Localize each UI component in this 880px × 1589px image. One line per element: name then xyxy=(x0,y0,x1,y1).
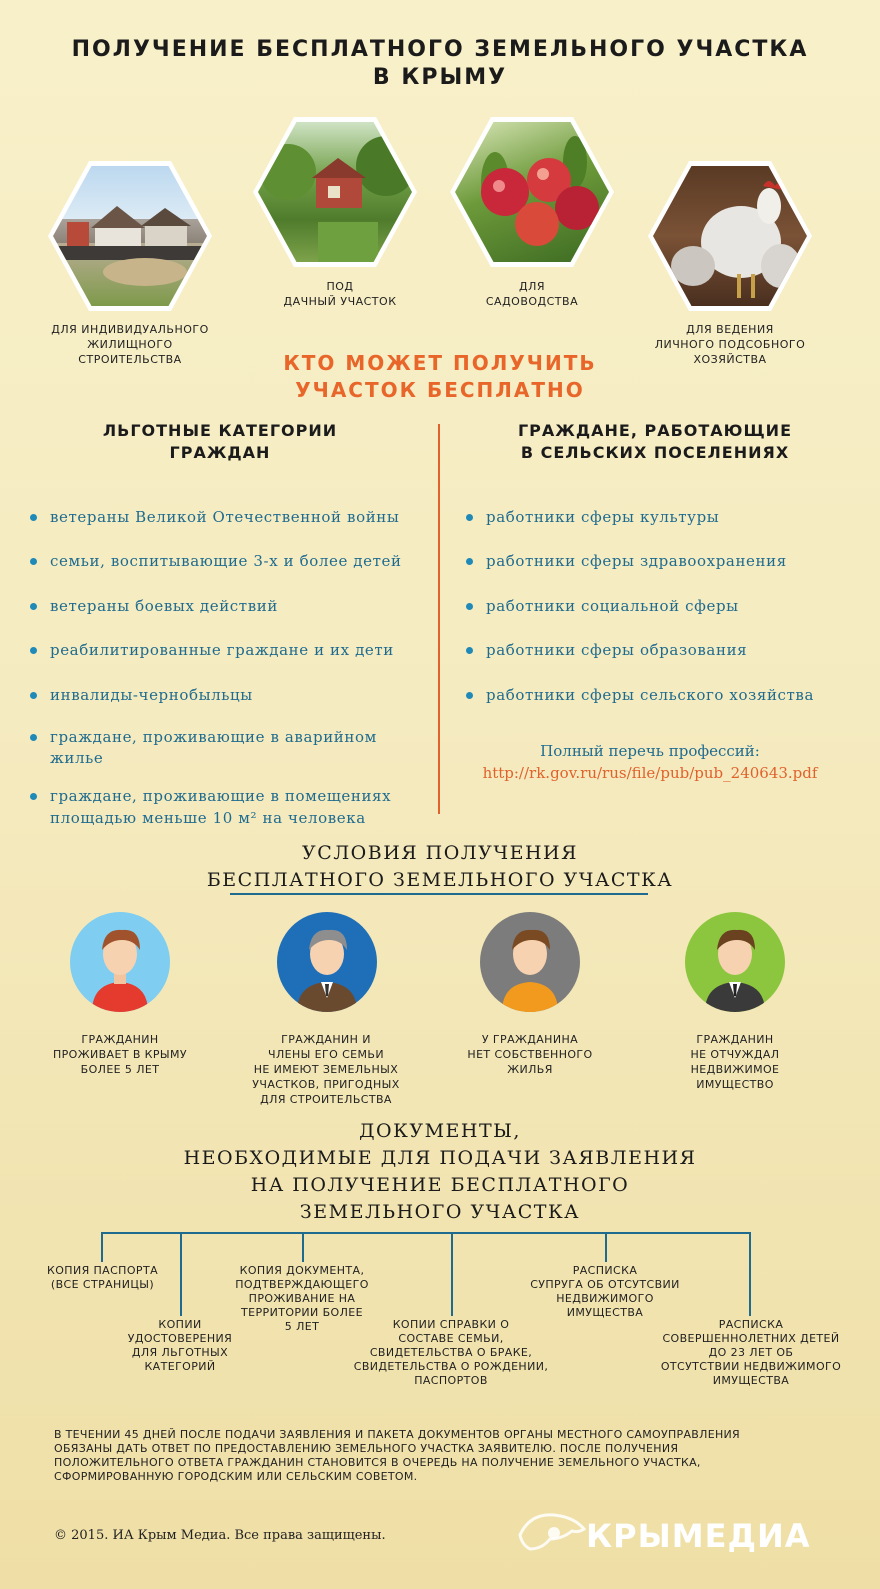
avatar-person-4 xyxy=(685,912,785,1012)
condition-caption-1 xyxy=(40,1032,200,1077)
conditions-underline xyxy=(230,893,648,895)
note-line: СФОРМИРОВАННУЮ ГОРОДСКИМ ИЛИ СЕЛЬСКИМ СОВЕТОМ. xyxy=(54,1470,418,1483)
heading-line: ГРАЖДАН xyxy=(169,443,271,462)
purpose-caption-garden xyxy=(432,279,632,309)
note-line: В ТЕЧЕНИИ 45 ДНЕЙ ПОСЛЕ ПОДАЧИ ЗАЯВЛЕНИЯ И ПАКЕТА ДОКУМЕНТОВ ОРГАНЫ МЕСТНОГО САМОУПРАВЛЕНИЯ xyxy=(54,1428,740,1441)
caption-line: ПАСПОРТОВ xyxy=(414,1374,488,1387)
documents-tree-branch xyxy=(605,1232,607,1262)
documents-tree-branch xyxy=(749,1232,751,1316)
caption-line: ИМУЩЕСТВА xyxy=(566,1306,644,1319)
list-item: работники социальной сферы xyxy=(466,596,739,616)
list-item: граждане, проживающие в аварийном xyxy=(30,727,377,747)
who-line-2: УЧАСТОК БЕСПЛАТНО xyxy=(295,378,585,402)
document-caption-family xyxy=(340,1318,562,1388)
caption-line: СУПРУГА ОБ ОТСУТСВИИ xyxy=(530,1278,680,1291)
caption-line: РАСПИСКА xyxy=(572,1264,638,1277)
conditions-title xyxy=(0,840,880,894)
caption-line: ДЛЯ ИНДИВИДУАЛЬНОГО xyxy=(51,323,209,336)
caption-line: САДОВОДСТВА xyxy=(485,295,579,308)
avatar-person-3 xyxy=(480,912,580,1012)
documents-tree-branch xyxy=(451,1232,453,1316)
heading-line: В СЕЛЬСКИХ ПОСЕЛЕНИЯХ xyxy=(520,443,790,462)
caption-line: УЧАСТКОВ, ПРИГОДНЫХ xyxy=(252,1078,400,1091)
documents-title-line: ЗЕМЕЛЬНОГО УЧАСТКА xyxy=(299,1201,581,1223)
caption-line: 5 ЛЕТ xyxy=(284,1320,320,1333)
condition-caption-2 xyxy=(236,1032,416,1107)
brand-wordmark: КРЫМЕДИА xyxy=(586,1517,811,1555)
caption-line: БОЛЕЕ 5 ЛЕТ xyxy=(80,1063,160,1076)
caption-line: ДАЧНЫЙ УЧАСТОК xyxy=(283,295,397,308)
caption-line: РАСПИСКА xyxy=(718,1318,784,1331)
right-column-heading xyxy=(470,420,840,464)
heading-line: ЛЬГОТНЫЕ КАТЕГОРИИ xyxy=(102,421,338,440)
copyright-text: © 2015. ИА Крым Медиа. Все права защищены. xyxy=(54,1528,386,1543)
list-item: работники сферы образования xyxy=(466,640,747,660)
caption-line: СОСТАВЕ СЕМЬИ, xyxy=(398,1332,504,1345)
condition-caption-4 xyxy=(655,1032,815,1092)
list-item-continuation: жилье xyxy=(50,749,104,767)
caption-line: СТРОИТЕЛЬСТВА xyxy=(78,353,182,366)
caption-line: НЕДВИЖИМОГО xyxy=(556,1292,654,1305)
caption-line: НЕТ СОБСТВЕННОГО xyxy=(467,1048,593,1061)
caption-line: ЛИЧНОГО ПОДСОБНОГО xyxy=(654,338,806,351)
note-line: ОБЯЗАНЫ ДАТЬ ОТВЕТ ПО ПРЕДОСТАВЛЕНИЮ ЗЕМЕЛЬНОГО УЧАСТКА ЗАЯВИТЕЛЮ. ПОСЛЕ ПОЛУЧЕНИЯ xyxy=(54,1442,679,1455)
caption-line: ГРАЖДАНИН И xyxy=(281,1033,371,1046)
documents-title-line: НЕОБХОДИМЫЕ ДЛЯ ПОДАЧИ ЗАЯВЛЕНИЯ xyxy=(183,1147,697,1169)
list-item: граждане, проживающие в помещениях xyxy=(30,786,391,806)
caption-line: КАТЕГОРИЙ xyxy=(144,1360,216,1373)
document-caption-passport xyxy=(30,1264,175,1292)
caption-line: ИМУЩЕСТВО xyxy=(696,1078,774,1091)
list-item: работники сферы культуры xyxy=(466,507,719,527)
list-item: реабилитированные граждане и их дети xyxy=(30,640,394,660)
crimea-map-icon xyxy=(514,1505,594,1569)
left-column-heading xyxy=(50,420,390,464)
heading-line: ГРАЖДАНЕ, РАБОТАЮЩИЕ xyxy=(517,421,792,440)
caption-line: ИМУЩЕСТВА xyxy=(712,1374,790,1387)
caption-line: КОПИЯ ДОКУМЕНТА, xyxy=(239,1264,365,1277)
documents-title-line: ДОКУМЕНТЫ, xyxy=(359,1120,521,1142)
caption-line: ТЕРРИТОРИИ БОЛЕЕ xyxy=(241,1306,363,1319)
full-list-link[interactable]: http://rk.gov.ru/rus/file/pub/pub_240643.pdf xyxy=(482,764,818,782)
list-item: ветераны Великой Отечественной войны xyxy=(30,507,399,527)
caption-line: ПОДТВЕРЖДАЮЩЕГО xyxy=(235,1278,369,1291)
dacha-photo xyxy=(253,117,417,267)
avatar-person-2 xyxy=(277,912,377,1012)
list-item: инвалиды-чернобыльцы xyxy=(30,685,253,705)
caption-line: ГРАЖДАНИН xyxy=(81,1033,159,1046)
caption-line: ПРОЖИВАНИЕ НА xyxy=(248,1292,356,1305)
note-line: ПОЛОЖИТЕЛЬНОГО ОТВЕТА ГРАЖДАНИН СТАНОВИТСЯ В ОЧЕРЕДЬ НА ПОЛУЧЕНИЕ ЗЕМЕЛЬНОГО УЧАСТКА, xyxy=(54,1456,701,1469)
column-divider xyxy=(438,424,440,814)
document-caption-children xyxy=(648,1318,854,1388)
caption-line: СОВЕРШЕННОЛЕТНИХ ДЕТЕЙ xyxy=(662,1332,840,1345)
caption-line: КОПИЯ ПАСПОРТА xyxy=(47,1264,158,1277)
list-item-continuation: площадью меньше 10 м² на человека xyxy=(50,809,366,827)
caption-line: СВИДЕТЕЛЬСТВА О РОЖДЕНИИ, xyxy=(353,1360,549,1373)
caption-line: ОТСУТСТВИИ НЕДВИЖИМОГО xyxy=(660,1360,842,1373)
caption-line: СВИДЕТЕЛЬСТВА О БРАКЕ, xyxy=(369,1346,533,1359)
caption-line: КОПИИ СПРАВКИ О xyxy=(392,1318,510,1331)
caption-line: ДЛЯ СТРОИТЕЛЬСТВА xyxy=(260,1093,392,1106)
caption-line: ЖИЛИЩНОГО xyxy=(87,338,173,351)
caption-line: ДЛЯ ЛЬГОТНЫХ xyxy=(131,1346,229,1359)
list-item: работники сферы сельского хозяйства xyxy=(466,685,814,705)
title-line-1: ПОЛУЧЕНИЕ БЕСПЛАТНОГО ЗЕМЕЛЬНОГО УЧАСТКА xyxy=(71,37,809,62)
documents-tree-branch xyxy=(302,1232,304,1262)
page-title xyxy=(0,36,880,92)
list-item: работники сферы здравоохранения xyxy=(466,551,787,571)
caption-line: ГРАЖДАНИН xyxy=(696,1033,774,1046)
caption-line: НЕ ИМЕЮТ ЗЕМЕЛЬНЫХ xyxy=(253,1063,399,1076)
documents-tree-branch xyxy=(101,1232,103,1262)
caption-line: (ВСЕ СТРАНИЦЫ) xyxy=(50,1278,155,1291)
caption-line: ДО 23 ЛЕТ ОБ xyxy=(708,1346,794,1359)
avatar-person-1 xyxy=(70,912,170,1012)
condition-caption-3 xyxy=(450,1032,610,1077)
caption-line: КОПИИ xyxy=(158,1318,202,1331)
caption-line: ДЛЯ ВЕДЕНИЯ xyxy=(686,323,774,336)
list-item: семьи, воспитывающие 3-х и более детей xyxy=(30,551,402,571)
list-item: ветераны боевых действий xyxy=(30,596,278,616)
full-list-label: Полный перечь профессий: xyxy=(540,742,760,760)
purpose-caption-dacha xyxy=(240,279,440,309)
documents-title-line: НА ПОЛУЧЕНИЕ БЕСПЛАТНОГО xyxy=(250,1174,630,1196)
document-caption-spouse xyxy=(510,1264,700,1320)
caption-line: ПОД xyxy=(326,280,354,293)
documents-title xyxy=(0,1118,880,1226)
house-photo xyxy=(48,161,212,311)
documents-tree-branch xyxy=(180,1232,182,1316)
conditions-title-line: БЕСПЛАТНОГО ЗЕМЕЛЬНОГО УЧАСТКА xyxy=(206,869,674,891)
title-line-2: В КРЫМУ xyxy=(372,65,508,90)
procedure-note xyxy=(54,1428,844,1484)
apples-photo xyxy=(450,117,614,267)
brand-logo xyxy=(514,1505,854,1569)
caption-line: НЕ ОТЧУЖДАЛ xyxy=(690,1048,780,1061)
conditions-title-line: УСЛОВИЯ ПОЛУЧЕНИЯ xyxy=(302,842,578,864)
caption-line: У ГРАЖДАНИНА xyxy=(481,1033,579,1046)
caption-line: НЕДВИЖИМОЕ xyxy=(690,1063,780,1076)
who-line-1: КТО МОЖЕТ ПОЛУЧИТЬ xyxy=(283,351,597,375)
caption-line: ДЛЯ xyxy=(518,280,545,293)
caption-line: ЧЛЕНЫ ЕГО СЕМЬИ xyxy=(268,1048,384,1061)
chickens-photo xyxy=(648,161,812,311)
caption-line: ЖИЛЬЯ xyxy=(507,1063,553,1076)
caption-line: ПРОЖИВАЕТ В КРЫМУ xyxy=(52,1048,188,1061)
who-heading xyxy=(0,350,880,404)
caption-line: ХОЗЯЙСТВА xyxy=(693,353,767,366)
documents-tree-bar xyxy=(101,1232,751,1234)
caption-line: УДОСТОВЕРЕНИЯ xyxy=(127,1332,233,1345)
